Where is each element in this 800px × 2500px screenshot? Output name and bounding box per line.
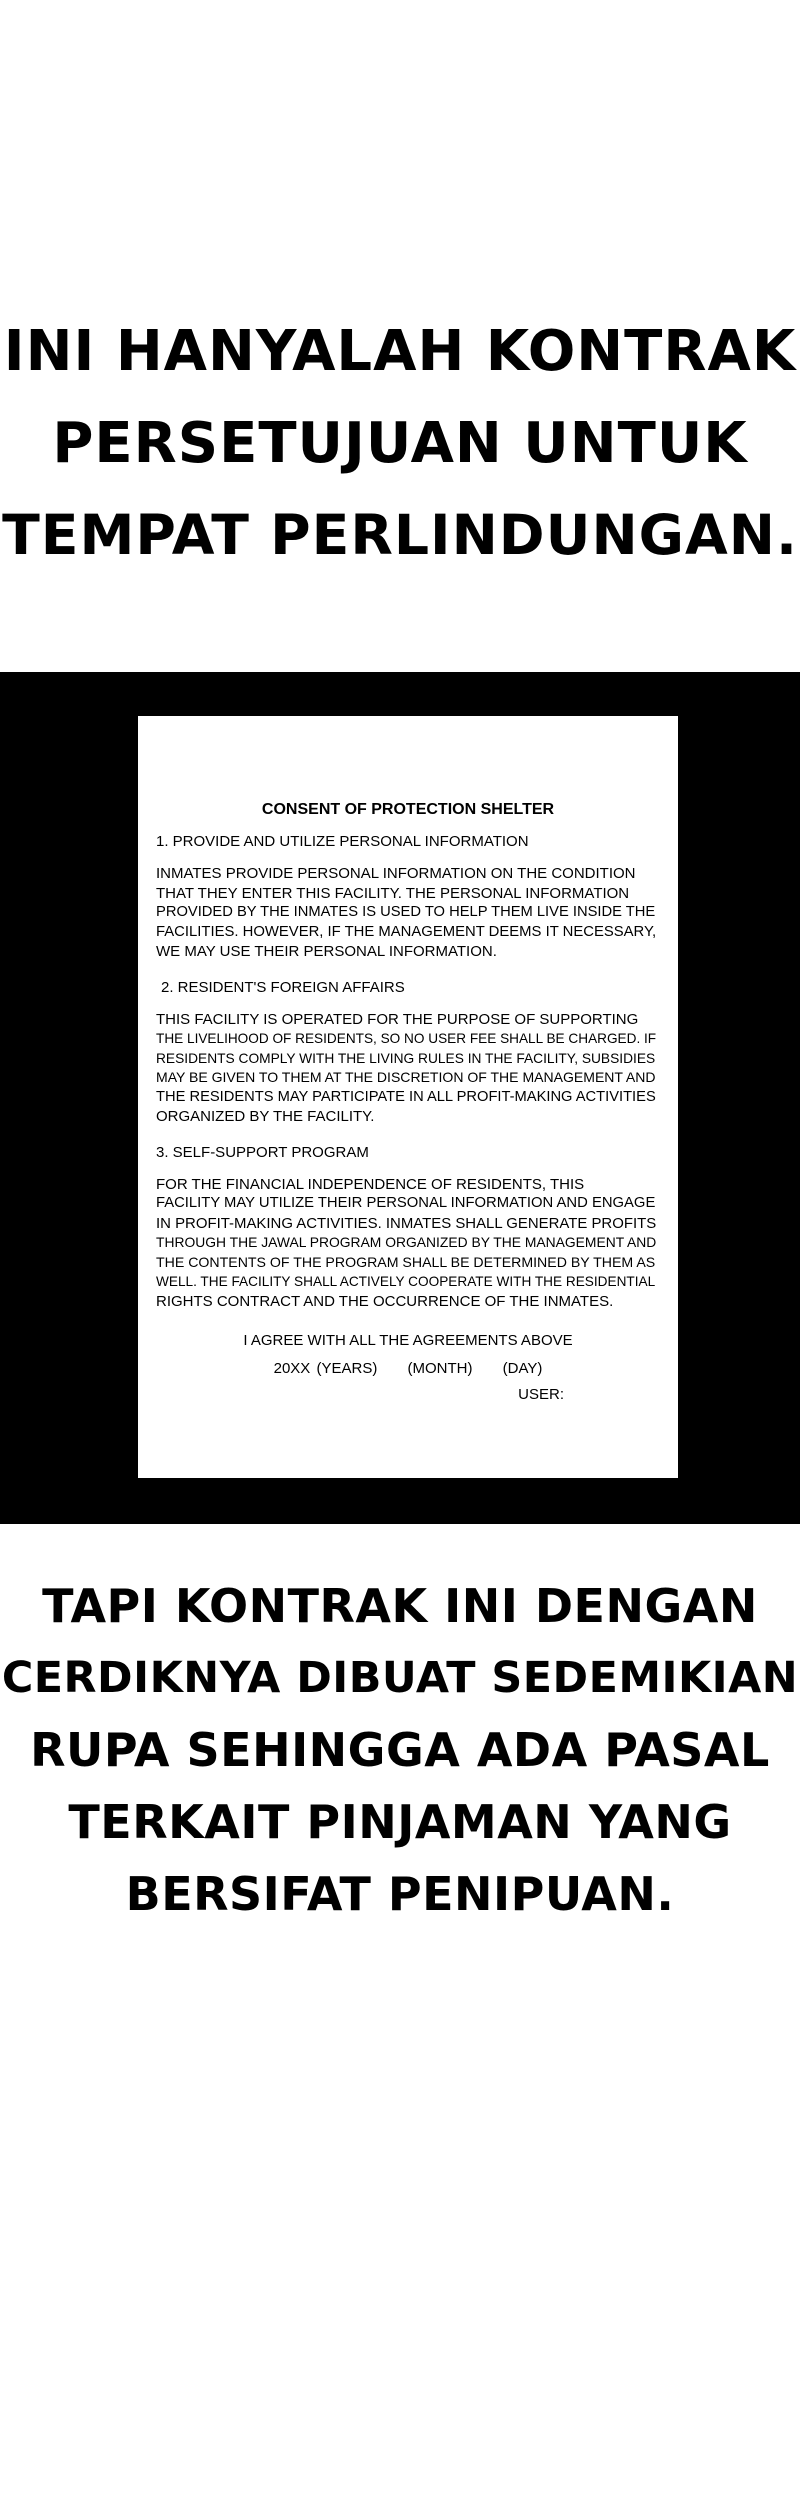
- section-line: WE MAY USE THEIR PERSONAL INFORMATION.: [156, 943, 497, 960]
- section-heading-1: 1. PROVIDE AND UTILIZE PERSONAL INFORMATION: [156, 833, 529, 850]
- section-line: PROVIDED BY THE INMATES IS USED TO HELP THEM LIVE INSIDE THE: [156, 904, 656, 920]
- caption-top-line: TEMPAT PERLINDUNGAN.: [2, 504, 798, 568]
- date-row: [156, 1355, 660, 1383]
- section-line: RESIDENTS COMPLY WITH THE LIVING RULES IN THE FACILITY, SUBSIDIES: [156, 1050, 656, 1066]
- black-panel: [0, 672, 800, 1524]
- section-line: RIGHTS CONTRACT AND THE OCCURRENCE OF THE INMATES.: [156, 1292, 614, 1310]
- section-heading-2: 2. RESIDENT'S FOREIGN AFFAIRS: [161, 978, 405, 996]
- user-signature-label: USER:: [518, 1386, 564, 1403]
- agreement-statement: I AGREE WITH ALL THE AGREEMENTS ABOVE: [243, 1332, 573, 1349]
- document-title: CONSENT OF PROTECTION SHELTER: [261, 801, 555, 818]
- section-line: THE RESIDENTS MAY PARTICIPATE IN ALL PROFIT-MAKING ACTIVITIES: [156, 1088, 656, 1105]
- caption-bottom-line: TAPI KONTRAK INI DENGAN: [42, 1579, 758, 1633]
- section-line: IN PROFIT-MAKING ACTIVITIES. INMATES SHALL GENERATE PROFITS: [156, 1214, 657, 1232]
- contract-document: [138, 716, 678, 1478]
- date-month: (MONTH): [407, 1360, 473, 1377]
- section-line: FACILITIES. HOWEVER, IF THE MANAGEMENT DEEMS IT NECESSARY,: [156, 923, 657, 940]
- section-line: THAT THEY ENTER THIS FACILITY. THE PERSONAL INFORMATION: [156, 884, 630, 902]
- caption-bottom: [0, 1570, 800, 1930]
- section-line: FOR THE FINANCIAL INDEPENDENCE OF RESIDENTS, THIS: [156, 1175, 585, 1193]
- section-body-2: [156, 1010, 660, 1127]
- section-line: THROUGH THE JAWAL PROGRAM ORGANIZED BY THE MANAGEMENT AND: [156, 1234, 657, 1250]
- caption-bottom-line: RUPA SEHINGGA ADA PASAL: [30, 1723, 770, 1777]
- section-line: FACILITY MAY UTILIZE THEIR PERSONAL INFORMATION AND ENGAGE: [156, 1195, 656, 1211]
- section-line: THE LIVELIHOOD OF RESIDENTS, SO NO USER FEE SHALL BE CHARGED. IF: [156, 1031, 657, 1046]
- caption-top-line: PERSETUJUAN UNTUK: [52, 411, 748, 476]
- section-heading-3: 3. SELF-SUPPORT PROGRAM: [156, 1143, 369, 1161]
- section-line: THIS FACILITY IS OPERATED FOR THE PURPOSE OF SUPPORTING: [156, 1010, 639, 1028]
- section-line: WELL. THE FACILITY SHALL ACTIVELY COOPERATE WITH THE RESIDENTIAL: [156, 1274, 656, 1289]
- section-line: THE CONTENTS OF THE PROGRAM SHALL BE DETERMINED BY THEM AS: [156, 1253, 656, 1270]
- caption-bottom-line: BERSIFAT PENIPUAN.: [125, 1867, 675, 1921]
- caption-top: [0, 306, 800, 582]
- caption-bottom-line: CERDIKNYA DIBUAT SEDEMIKIAN: [1, 1653, 799, 1703]
- date-years: 20XX (YEARS): [273, 1360, 378, 1377]
- section-line: MAY BE GIVEN TO THEM AT THE DISCRETION OF THE MANAGEMENT AND: [156, 1069, 656, 1085]
- section-line: ORGANIZED BY THE FACILITY.: [156, 1108, 375, 1125]
- section-line: INMATES PROVIDE PERSONAL INFORMATION ON THE CONDITION: [156, 865, 636, 882]
- caption-bottom-line: TERKAIT PINJAMAN YANG: [68, 1795, 732, 1849]
- section-body-3: [156, 1175, 660, 1312]
- date-day: (DAY): [502, 1360, 543, 1377]
- section-body-1: [156, 864, 660, 962]
- caption-top-line: INI HANYALAH KONTRAK: [3, 319, 797, 384]
